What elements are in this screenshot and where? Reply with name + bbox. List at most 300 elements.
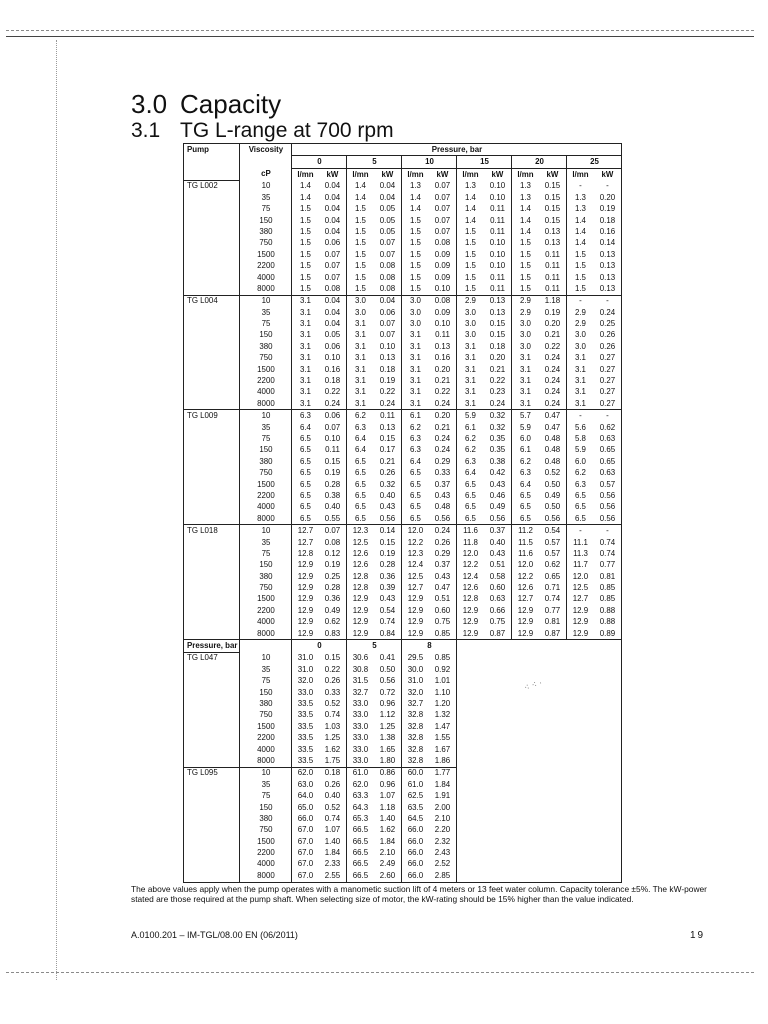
pump-model	[184, 617, 240, 628]
viscosity-cell: 10	[240, 525, 292, 537]
table-row	[184, 375, 622, 386]
flow-cell: 6.5	[409, 479, 421, 489]
flow-cell: 12.7	[297, 537, 314, 547]
flow-cell: 33.0	[352, 721, 369, 731]
power-cell: 0.21	[483, 364, 512, 375]
flow-cell: 32.0	[297, 676, 314, 686]
pump-header: Pump	[184, 144, 240, 156]
flow-cell: 1.5	[292, 283, 319, 295]
power-cell: 0.13	[538, 226, 567, 237]
power-cell: 0.62	[318, 617, 347, 628]
table-row	[184, 456, 622, 467]
power-cell: 0.48	[538, 433, 567, 444]
table-row	[184, 215, 622, 226]
flow-cell: 30.0	[407, 664, 424, 674]
flow-cell: 12.8	[352, 571, 369, 581]
power-cell: 0.72	[373, 687, 402, 698]
power-cell: 0.04	[318, 203, 347, 214]
flow-cell: 6.5	[354, 502, 366, 512]
pump-model	[184, 387, 240, 398]
flow-cell: 30.6	[352, 653, 369, 663]
table-row	[184, 260, 622, 271]
pressure-level: 25	[567, 156, 622, 168]
power-cell: 0.35	[483, 445, 512, 456]
power-cell: 0.33	[428, 467, 457, 478]
power-cell: 0.81	[538, 617, 567, 628]
power-cell: 0.04	[318, 318, 347, 329]
flow-cell: 65.3	[352, 813, 369, 823]
power-cell: 0.08	[373, 283, 402, 295]
flow-cell: 32.8	[407, 721, 424, 731]
power-cell: 1.40	[318, 836, 347, 847]
flow-cell: 12.2	[517, 571, 534, 581]
flow-cell: 3.1	[464, 376, 476, 386]
flow-cell: 67.0	[297, 859, 314, 869]
flow-cell: 12.9	[352, 605, 369, 615]
viscosity-cell: 2200	[240, 375, 292, 386]
power-cell: 0.22	[318, 387, 347, 398]
power-cell: 1.18	[538, 295, 567, 307]
flow-cell: 3.1	[299, 364, 311, 374]
pump-model	[184, 710, 240, 721]
table-row	[184, 548, 622, 559]
power-cell: 0.04	[318, 192, 347, 203]
flow-cell: 12.9	[352, 617, 369, 627]
power-cell: 0.49	[483, 502, 512, 513]
flow-cell: 6.2	[519, 456, 531, 466]
flow-cell: 1.5	[354, 249, 366, 259]
flow-cell: 3.1	[519, 387, 531, 397]
flow-cell: 33.0	[347, 755, 374, 767]
flow-cell: 33.0	[352, 698, 369, 708]
top-scan-line-2	[6, 36, 754, 37]
power-cell: 0.52	[538, 467, 567, 478]
table-row	[184, 341, 622, 352]
power-cell: 0.18	[373, 364, 402, 375]
power-cell: 0.35	[483, 433, 512, 444]
flow-cell: 66.0	[297, 813, 314, 823]
power-cell: 2.00	[428, 802, 457, 813]
power-cell: 0.04	[318, 226, 347, 237]
power-cell: 2.85	[428, 870, 457, 882]
flow-cell: 12.5	[572, 583, 589, 593]
power-cell: 1.84	[428, 779, 457, 790]
power-cell: 0.11	[483, 203, 512, 214]
flow-unit-header: l/mn	[567, 168, 594, 180]
power-cell: 1.10	[428, 687, 457, 698]
flow-unit-header: l/mn	[347, 168, 374, 180]
flow-cell: 3.1	[299, 376, 311, 386]
table-row	[184, 364, 622, 375]
viscosity-cell: 380	[240, 341, 292, 352]
flow-cell: 12.7	[297, 526, 314, 536]
viscosity-cell: 10	[240, 410, 292, 422]
power-cell: 1.03	[318, 721, 347, 732]
flow-cell: 3.1	[409, 376, 421, 386]
power-cell: 0.24	[538, 375, 567, 386]
power-cell: 0.24	[538, 387, 567, 398]
flow-cell: 1.5	[299, 272, 311, 282]
power-cell: 0.13	[428, 341, 457, 352]
power-cell: 0.42	[483, 467, 512, 478]
power-unit-header: kW	[428, 168, 457, 180]
power-cell: 0.49	[318, 605, 347, 616]
power-cell: 0.28	[318, 479, 347, 490]
power-cell: 0.25	[593, 318, 622, 329]
flow-cell: 30.8	[352, 664, 369, 674]
power-cell: 0.26	[428, 537, 457, 548]
power-cell: 0.05	[373, 226, 402, 237]
table-row	[184, 582, 622, 593]
flow-cell: 1.5	[512, 283, 539, 295]
flow-cell: 12.9	[292, 628, 319, 640]
flow-cell: 3.1	[464, 341, 476, 351]
table-row	[184, 398, 622, 410]
flow-cell: 32.8	[402, 755, 429, 767]
pump-model: TG L095	[184, 767, 240, 779]
flow-cell: 1.3	[409, 181, 421, 191]
pump-model	[184, 825, 240, 836]
power-cell: 0.48	[538, 445, 567, 456]
viscosity-cell: 380	[240, 456, 292, 467]
flow-cell: 6.1	[519, 445, 531, 455]
power-cell: 0.77	[593, 560, 622, 571]
power-cell: 0.47	[428, 582, 457, 593]
pump-model: TG L004	[184, 295, 240, 307]
flow-cell: 6.5	[409, 468, 421, 478]
power-cell: 2.43	[428, 847, 457, 858]
pump-model	[184, 215, 240, 226]
power-cell: 1.65	[373, 744, 402, 755]
power-cell: 0.24	[428, 433, 457, 444]
flow-cell: 12.5	[407, 571, 424, 581]
power-cell: 0.08	[318, 537, 347, 548]
power-cell: 0.24	[373, 398, 402, 410]
power-unit-header: kW	[373, 168, 402, 180]
power-cell: 0.11	[538, 272, 567, 283]
flow-cell: 6.3	[409, 445, 421, 455]
power-cell: 0.08	[373, 272, 402, 283]
pressure-level: 0	[292, 640, 347, 652]
table-row	[184, 560, 622, 571]
viscosity-cell: 2200	[240, 847, 292, 858]
flow-cell: 1.5	[574, 261, 586, 271]
flow-cell: 12.9	[297, 594, 314, 604]
flow-cell: 3.0	[409, 319, 421, 329]
flow-cell: 3.1	[354, 353, 366, 363]
flow-cell: 1.5	[464, 261, 476, 271]
flow-cell: 65.0	[297, 802, 314, 812]
power-cell: 0.07	[428, 180, 457, 192]
flow-cell: 6.0	[574, 456, 586, 466]
power-cell: 0.37	[428, 479, 457, 490]
power-cell: 0.22	[318, 664, 347, 675]
flow-cell: 3.1	[347, 398, 374, 410]
power-cell: 0.12	[318, 548, 347, 559]
flow-cell: 1.5	[299, 238, 311, 248]
power-cell: 0.19	[538, 307, 567, 318]
power-cell: 0.40	[318, 502, 347, 513]
power-unit-header: kW	[538, 168, 567, 180]
flow-cell: 32.8	[407, 744, 424, 754]
pump-model	[184, 548, 240, 559]
power-cell: 0.37	[483, 525, 512, 537]
power-cell: 2.10	[373, 847, 402, 858]
pump-model: TG L018	[184, 525, 240, 537]
pump-model	[184, 226, 240, 237]
power-cell: 0.60	[428, 605, 457, 616]
flow-cell: 63.0	[297, 779, 314, 789]
power-cell: 0.07	[373, 249, 402, 260]
power-cell: 0.15	[538, 180, 567, 192]
power-cell: 0.06	[318, 238, 347, 249]
power-cell: 0.13	[373, 422, 402, 433]
power-cell: 0.37	[428, 560, 457, 571]
power-cell: 0.16	[428, 353, 457, 364]
power-cell: 0.21	[428, 422, 457, 433]
power-cell: 0.20	[593, 192, 622, 203]
viscosity-cell: 380	[240, 698, 292, 709]
power-unit-header: kW	[318, 168, 347, 180]
viscosity-cell: 1500	[240, 594, 292, 605]
pump-model	[184, 790, 240, 801]
power-cell: 0.20	[538, 318, 567, 329]
power-cell: 0.13	[593, 272, 622, 283]
viscosity-cell: 150	[240, 330, 292, 341]
power-cell: 2.10	[428, 813, 457, 824]
power-cell: 0.39	[373, 582, 402, 593]
pump-model	[184, 192, 240, 203]
flow-cell: 6.5	[464, 479, 476, 489]
power-cell: 0.09	[428, 249, 457, 260]
viscosity-cell: 4000	[240, 617, 292, 628]
flow-cell: 1.5	[299, 226, 311, 236]
pump-model	[184, 433, 240, 444]
power-cell: 0.29	[428, 456, 457, 467]
power-cell: 1.20	[428, 698, 457, 709]
flow-cell: 3.1	[409, 341, 421, 351]
flow-cell: 12.7	[407, 583, 424, 593]
power-cell: 1.07	[318, 825, 347, 836]
flow-cell: 62.0	[297, 768, 314, 778]
pump-model	[184, 698, 240, 709]
header-row-3	[184, 168, 622, 180]
flow-cell: 3.1	[354, 376, 366, 386]
power-cell: 0.27	[593, 353, 622, 364]
flow-cell: 6.5	[464, 502, 476, 512]
flow-cell: 11.7	[573, 560, 588, 570]
pump-model	[184, 318, 240, 329]
power-cell: 0.62	[593, 422, 622, 433]
power-cell: 1.25	[373, 721, 402, 732]
power-cell: 1.84	[373, 836, 402, 847]
flow-cell: 12.9	[347, 628, 374, 640]
flow-cell: 3.1	[409, 330, 421, 340]
flow-cell: 32.0	[407, 687, 424, 697]
power-cell: 0.10	[483, 238, 512, 249]
flow-cell: 5.6	[574, 422, 586, 432]
flow-cell: 3.0	[574, 341, 586, 351]
flow-cell: 1.5	[347, 283, 374, 295]
flow-cell: 12.9	[297, 617, 314, 627]
power-cell: 0.11	[538, 283, 567, 295]
header-row-1	[184, 144, 622, 156]
pump-model	[184, 341, 240, 352]
power-cell: 0.09	[428, 260, 457, 271]
flow-cell: 6.3	[464, 456, 476, 466]
flow-cell: 1.5	[464, 226, 476, 236]
power-cell: 0.60	[483, 582, 512, 593]
power-cell: 0.10	[428, 318, 457, 329]
power-cell: 0.40	[318, 790, 347, 801]
flow-cell: 3.1	[519, 353, 531, 363]
viscosity-cell: 1500	[240, 836, 292, 847]
power-cell: 0.52	[318, 698, 347, 709]
pressure-level: 8	[402, 640, 457, 652]
table-row	[184, 433, 622, 444]
flow-cell: 6.4	[464, 468, 476, 478]
viscosity-cell: 8000	[240, 283, 292, 295]
flow-cell: 12.6	[462, 583, 479, 593]
power-cell: -	[593, 180, 622, 192]
power-cell: 1.84	[318, 847, 347, 858]
power-cell: 0.85	[428, 652, 457, 664]
flow-cell: 67.0	[297, 836, 314, 846]
flow-cell: 66.5	[352, 825, 369, 835]
flow-cell: 3.1	[299, 330, 311, 340]
flow-cell: 3.1	[299, 341, 311, 351]
flow-cell: 1.5	[402, 283, 429, 295]
flow-cell: 66.0	[402, 870, 429, 882]
flow-cell: 12.0	[517, 560, 534, 570]
flow-cell: 3.1	[409, 364, 421, 374]
flow-cell: 1.4	[519, 215, 531, 225]
viscosity-cell: 750	[240, 825, 292, 836]
flow-cell: 3.1	[574, 353, 586, 363]
power-cell: 0.51	[483, 560, 512, 571]
power-cell: 0.32	[373, 479, 402, 490]
viscosity-cell: 4000	[240, 387, 292, 398]
power-cell: 2.20	[428, 825, 457, 836]
power-cell: 0.08	[318, 283, 347, 295]
power-cell: 0.04	[318, 295, 347, 307]
power-cell: 0.29	[428, 548, 457, 559]
flow-cell: 6.5	[354, 456, 366, 466]
power-cell: 0.26	[593, 341, 622, 352]
flow-cell: 3.1	[299, 296, 311, 306]
power-cell: 0.19	[593, 203, 622, 214]
flow-cell: 12.8	[352, 583, 369, 593]
flow-cell: 63.5	[407, 802, 424, 812]
flow-cell: 2.9	[464, 296, 476, 306]
flow-cell: 3.1	[519, 376, 531, 386]
flow-cell: 12.9	[402, 628, 429, 640]
viscosity-cell: 35	[240, 192, 292, 203]
flow-cell: 33.5	[297, 744, 314, 754]
flow-cell: 1.5	[409, 215, 421, 225]
table-row	[184, 594, 622, 605]
power-cell: 0.56	[593, 502, 622, 513]
flow-cell: 1.3	[464, 181, 476, 191]
power-cell: 0.77	[538, 605, 567, 616]
power-cell: 0.26	[318, 779, 347, 790]
power-cell: 0.74	[318, 813, 347, 824]
power-cell: 0.09	[428, 272, 457, 283]
flow-cell: 3.1	[354, 319, 366, 329]
power-cell: 0.63	[483, 594, 512, 605]
viscosity-cell: 150	[240, 802, 292, 813]
flow-cell: 12.0	[572, 571, 589, 581]
viscosity-cell: 1500	[240, 479, 292, 490]
viscosity-cell: 2200	[240, 605, 292, 616]
power-cell: 0.57	[538, 548, 567, 559]
table-row	[184, 295, 622, 307]
power-cell: 0.38	[318, 490, 347, 501]
power-cell: 0.14	[593, 238, 622, 249]
flow-cell: 60.0	[407, 768, 424, 778]
power-cell: 0.16	[318, 364, 347, 375]
viscosity-cell: 150	[240, 445, 292, 456]
power-cell: 0.65	[593, 445, 622, 456]
flow-cell: 12.3	[352, 526, 369, 536]
power-cell: 2.55	[318, 870, 347, 882]
flow-cell: 12.9	[297, 560, 314, 570]
flow-cell: 6.4	[354, 445, 366, 455]
flow-cell: 11.6	[463, 526, 478, 536]
flow-cell: 1.5	[299, 249, 311, 259]
flow-cell: 12.0	[407, 526, 424, 536]
flow-cell: 12.5	[352, 537, 369, 547]
viscosity-cell: 1500	[240, 249, 292, 260]
header-spacer	[240, 640, 292, 652]
viscosity-cell: 75	[240, 548, 292, 559]
power-cell: 2.49	[373, 859, 402, 870]
flow-cell: 66.0	[407, 859, 424, 869]
power-cell: 0.58	[483, 571, 512, 582]
flow-cell: 3.0	[574, 330, 586, 340]
pen-scribble: ⁖ ⁖ ·	[522, 677, 544, 693]
power-cell: 0.13	[538, 238, 567, 249]
viscosity-cell: 4000	[240, 859, 292, 870]
flow-cell: 12.3	[407, 548, 424, 558]
flow-cell: 33.5	[297, 710, 314, 720]
power-cell: 0.66	[483, 605, 512, 616]
power-cell: 0.18	[318, 375, 347, 386]
viscosity-cell: 75	[240, 790, 292, 801]
power-cell: 0.19	[373, 375, 402, 386]
power-cell: 0.43	[483, 548, 512, 559]
power-cell: 0.92	[428, 664, 457, 675]
flow-cell: 33.5	[297, 733, 314, 743]
flow-cell: 33.0	[352, 733, 369, 743]
power-cell: 0.04	[373, 180, 402, 192]
viscosity-cell: 8000	[240, 398, 292, 410]
flow-cell: 12.9	[457, 628, 484, 640]
power-cell: 0.07	[318, 249, 347, 260]
table-row	[184, 203, 622, 214]
power-cell: 1.38	[373, 732, 402, 743]
power-cell: 0.11	[483, 215, 512, 226]
pump-model	[184, 353, 240, 364]
pump-model: TG L002	[184, 180, 240, 192]
flow-cell: 33.0	[352, 744, 369, 754]
power-cell: 0.43	[483, 479, 512, 490]
power-cell: 0.08	[373, 260, 402, 271]
power-cell: 1.47	[428, 721, 457, 732]
pump-model	[184, 732, 240, 743]
power-cell: 0.63	[593, 433, 622, 444]
table-row	[184, 353, 622, 364]
